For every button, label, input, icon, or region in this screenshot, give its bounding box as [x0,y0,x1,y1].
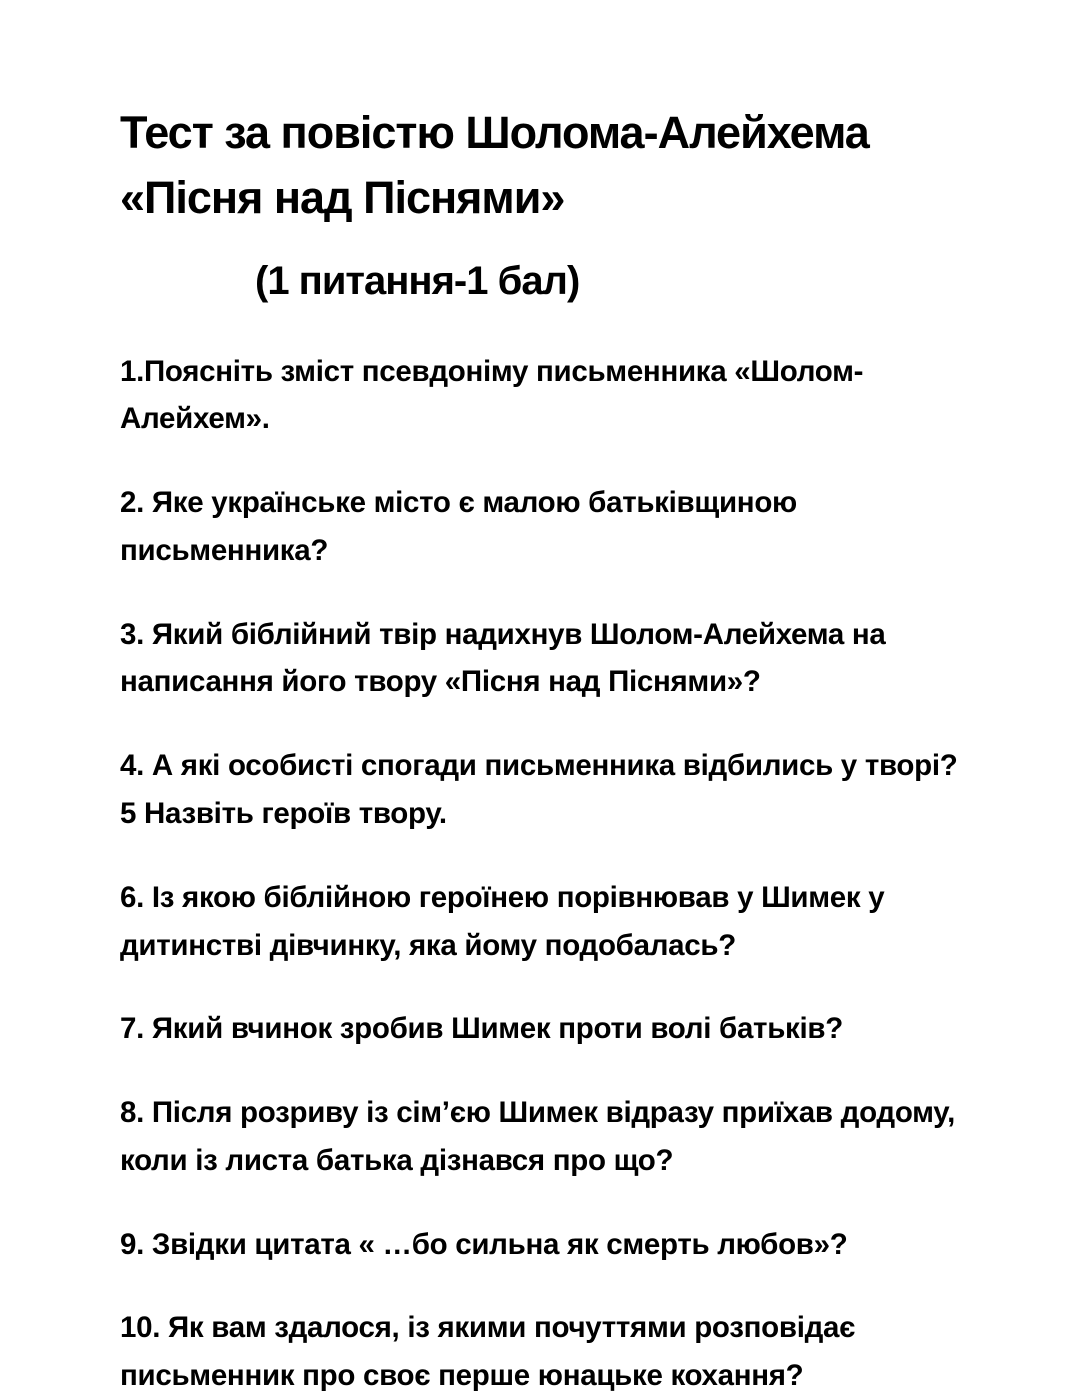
question-item-4: 4. А які особисті спогади письменника відбились у творі? [120,749,958,783]
scoring-subtitle: (1 питання-1 бал) [255,258,580,303]
question-item-2: 2. Яке українське місто є малою батьківщиною письменника? [120,486,797,567]
question-item-3: 3. Який біблійний твір надихнув Шолом-Алейхема на написання його твору «Пісня над Піснями»? [120,617,886,699]
page-title-line-2: «Пісня над Піснями» [120,172,565,224]
page-title [120,100,940,231]
question-list [120,348,980,1397]
question-item-5: 5 Назвіть героїв твору. [120,796,447,830]
question-item-7: 7. Який вчинок зробив Шимек проти волі батьків? [120,1012,843,1046]
page-title-line-1: Тест за повістю Шолома-Алейхема [120,107,869,158]
question-item-8: 8. Після розриву із сім’єю Шимек відразу приїхав додому, коли із листа батька дізнався про що? [120,1096,956,1177]
question-item-10: 10. Як вам здалося, із якими почуттями розповідає письменник про своє перше юнацьке кохання? [120,1311,856,1393]
question-item-9: 9. Звідки цитата « …бо сильна як смерть любов»? [120,1227,848,1261]
question-item-1: 1.Поясніть зміст псевдоніму письменника «Шолом-Алейхем». [120,354,864,436]
question-item-6: 6. Із якою біблійною героїнею порівнював у Шимек у дитинстві дівчинку, яка йому подобалась? [120,880,885,962]
